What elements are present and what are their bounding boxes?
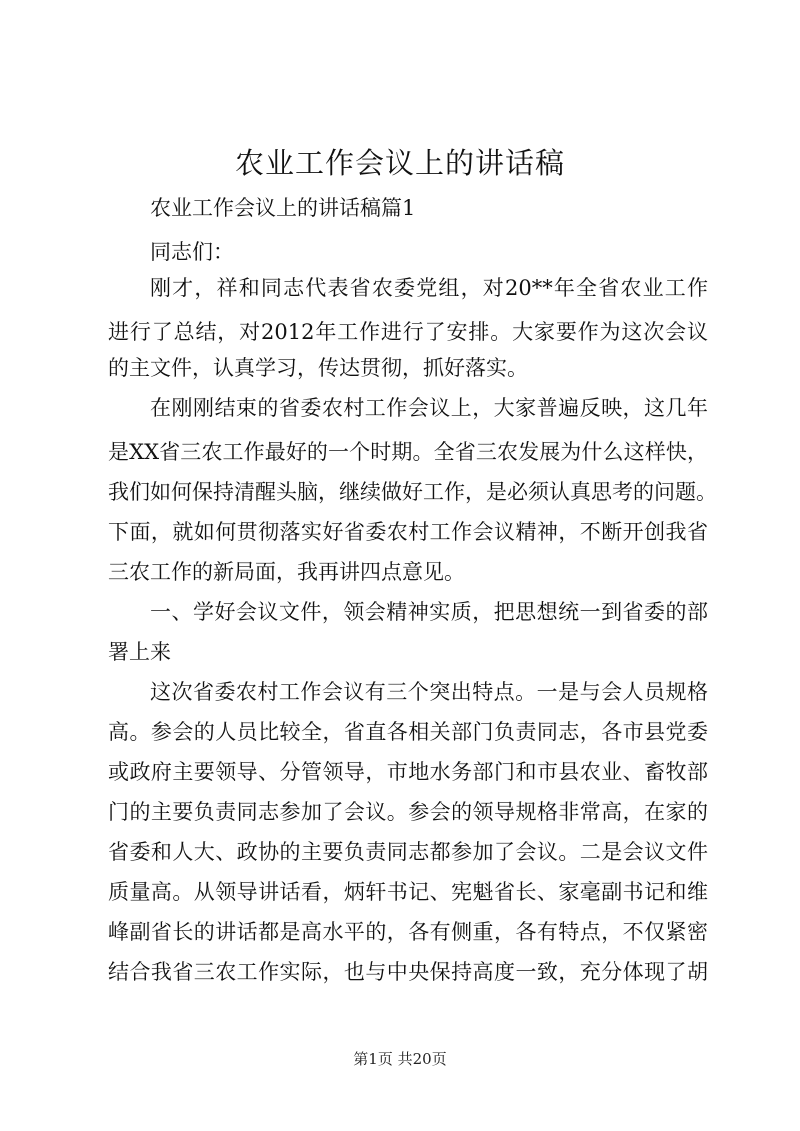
paragraph-line: 三农工作的新局面，我再讲四点意见。 [108, 560, 465, 584]
paragraph-line: 峰副省长的讲话都是高水平的，各有侧重，各有特点，不仅紧密 [108, 920, 708, 944]
paragraph-line: 刚才，祥和同志代表省农委党组，对20**年全省农业工作 [150, 276, 708, 300]
paragraph-line: 在刚刚结束的省委农村工作会议上，大家普遍反映，这几年 [150, 396, 708, 420]
section-heading-line: 署上来 [108, 640, 171, 664]
document-title: 农业工作会议上的讲话稿 [234, 146, 565, 180]
paragraph-line: 我们如何保持清醒头脑，继续做好工作，是必须认真思考的问题。 [108, 480, 717, 504]
paragraph-line: 门的主要负责同志参加了会议。参会的领导规格非常高，在家的 [108, 800, 708, 824]
paragraph-line: 下面，就如何贯彻落实好省委农村工作会议精神，不断开创我省 [108, 520, 708, 544]
salutation-line: 同志们： [150, 240, 234, 264]
paragraph-line: 是XX省三农工作最好的一个时期。全省三农发展为什么这样快， [108, 440, 708, 464]
paragraph-line: 结合我省三农工作实际，也与中央保持高度一致，充分体现了胡 [108, 960, 708, 984]
paragraph-line: 进行了总结，对2012年工作进行了安排。大家要作为这次会议 [108, 320, 708, 344]
paragraph-line: 或政府主要领导、分管领导，市地水务部门和市县农业、畜牧部 [108, 760, 708, 784]
paragraph-line: 质量高。从领导讲话看，炳轩书记、宪魁省长、家毫副书记和维 [108, 880, 708, 904]
paragraph-line: 省委和人大、政协的主要负责同志都参加了会议。二是会议文件 [108, 840, 708, 864]
paragraph-line: 的主文件，认真学习，传达贯彻，抓好落实。 [108, 356, 528, 380]
page-number-footer: 第1页 共20页 [353, 1050, 447, 1068]
paragraph-line: 这次省委农村工作会议有三个突出特点。一是与会人员规格 [150, 680, 708, 704]
section-heading-line: 一、学好会议文件，领会精神实质，把思想统一到省委的部 [150, 600, 708, 624]
subtitle-line: 农业工作会议上的讲话稿篇1 [150, 196, 416, 220]
paragraph-line: 高。参会的人员比较全，省直各相关部门负责同志，各市县党委 [108, 720, 708, 744]
